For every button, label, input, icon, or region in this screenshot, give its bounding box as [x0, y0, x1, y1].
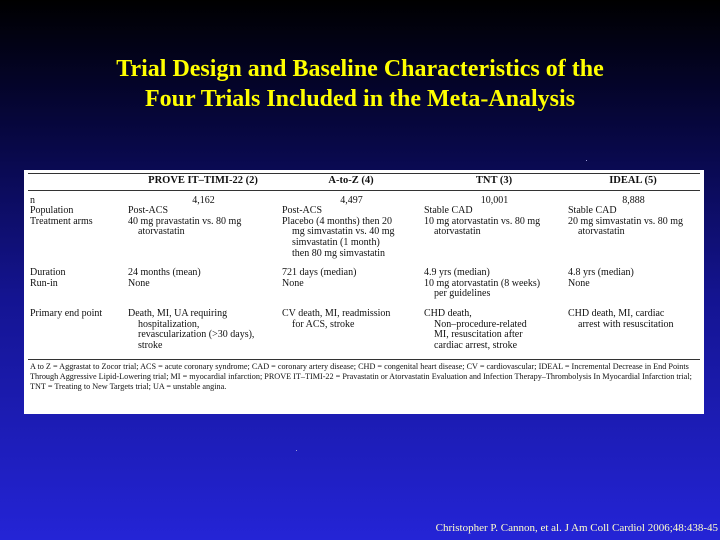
stray-dot [296, 450, 297, 451]
table-row-runin [28, 279, 700, 300]
cell-line: 40 mg pravastatin vs. 80 mg [128, 215, 242, 227]
header-ideal: IDEAL (5) [566, 174, 700, 191]
row-label: Population [30, 205, 74, 217]
cell-line: then 80 mg simvastatin [292, 247, 386, 259]
row-label: n [30, 194, 35, 206]
slide-title-line-1: Trial Design and Baseline Characteristics of the [116, 56, 604, 82]
table-footnote: A to Z = Aggrastat to Zocor trial; ACS = acute coronary syndrome; CAD = coronary artery disease; CHD = congenital heart disease; CV = cardiovascular; IDEAL = Incremental Decrease in End Points Through Aggressive Lipid-Lowering trial; MI = myocardial infarction; PROVE IT–TIMI-22 = Pravastatin or Atorvastatin Evaluation and Infection Therapy–Thrombolysis In Myocardial Infarction trial; TNT = Treating to New Targets trial; UA = unstable angina. [30, 362, 692, 391]
cell-prove-it-duration: 24 months (mean) [128, 267, 201, 279]
cell-tnt-endpoint [422, 300, 566, 351]
table-row-duration [28, 259, 700, 279]
slide-title [0, 54, 720, 114]
cell-ideal-n: 8,888 [622, 194, 645, 206]
cell-line: 20 mg simvastatin vs. 80 mg [568, 215, 683, 227]
table-row-endpoint [28, 300, 700, 351]
cell-a-to-z-treatment [280, 217, 422, 259]
cell-tnt-treatment [422, 217, 566, 259]
header-blank [28, 174, 126, 191]
cell-prove-it-n: 4,162 [192, 194, 215, 206]
header-a-to-z: A-to-Z (4) [280, 174, 422, 191]
cell-line: mg simvastatin vs. 40 mg [292, 226, 395, 238]
row-label: Treatment arms [30, 215, 93, 227]
cell-line: stroke [138, 339, 163, 351]
cell-a-to-z-endpoint [280, 300, 422, 351]
cell-a-to-z-n: 4,497 [340, 194, 363, 206]
cell-line: CHD death, [424, 307, 472, 319]
footnote-divider [28, 359, 700, 360]
cell-ideal-duration: 4.8 yrs (median) [568, 267, 634, 279]
cell-line: revascularization (>30 days), [138, 329, 255, 341]
cell-line: Non–procedure-related [434, 318, 527, 330]
cell-prove-it-population: Post-ACS [128, 205, 169, 217]
cell-ideal-treatment [566, 217, 700, 259]
cell-prove-it-treatment [126, 217, 280, 259]
table-row-treatment [28, 217, 700, 259]
cell-a-to-z-duration: 721 days (median) [282, 267, 357, 279]
trials-table [28, 173, 700, 351]
row-label: Primary end point [30, 307, 103, 319]
stray-dot [586, 160, 587, 161]
slide-title-line-2: Four Trials Included in the Meta-Analysis [144, 86, 576, 112]
citation: Christopher P. Cannon, et al. J Am Coll Cardiol 2006;48:438-45 [435, 522, 718, 534]
table-header-row [28, 174, 700, 191]
cell-line: Placebo (4 months) then 20 [282, 215, 392, 227]
cell-line: 10 mg atorvastatin vs. 80 mg [424, 215, 541, 227]
cell-line: arrest with resuscitation [578, 318, 674, 330]
cell-a-to-z-runin: None [282, 277, 304, 289]
cell-prove-it-runin: None [128, 277, 150, 289]
cell-ideal-endpoint [566, 300, 700, 351]
cell-line: for ACS, stroke [292, 318, 355, 330]
header-tnt: TNT (3) [422, 174, 566, 191]
cell-line: simvastatin (1 month) [292, 236, 380, 248]
table-card [24, 170, 704, 414]
cell-ideal-population: Stable CAD [568, 205, 617, 217]
cell-line: atorvastatin [138, 226, 185, 238]
cell-line: Death, MI, UA requiring [128, 307, 228, 319]
cell-a-to-z-population: Post-ACS [282, 205, 323, 217]
cell-line: CHD death, MI, cardiac [568, 307, 665, 319]
cell-line: atorvastatin [434, 226, 481, 238]
cell-line: CV death, MI, readmission [282, 307, 391, 319]
table-row-n [28, 190, 700, 206]
cell-tnt-runin [422, 279, 566, 300]
cell-line: hospitalization, [138, 318, 200, 330]
cell-line: atorvastatin [578, 226, 625, 238]
cell-ideal-runin: None [568, 277, 590, 289]
row-label: Run-in [30, 277, 58, 289]
cell-tnt-n: 10,001 [480, 194, 509, 206]
cell-line: 10 mg atorvastatin (8 weeks) [424, 277, 541, 289]
cell-line: per guidelines [434, 288, 491, 300]
header-prove-it: PROVE IT–TIMI-22 (2) [126, 174, 280, 191]
cell-line: cardiac arrest, stroke [434, 339, 518, 351]
row-label: Duration [30, 267, 66, 279]
cell-line: MI, resuscitation after [434, 329, 523, 341]
cell-tnt-duration: 4.9 yrs (median) [424, 267, 490, 279]
cell-tnt-population: Stable CAD [424, 205, 473, 217]
cell-prove-it-endpoint [126, 300, 280, 351]
